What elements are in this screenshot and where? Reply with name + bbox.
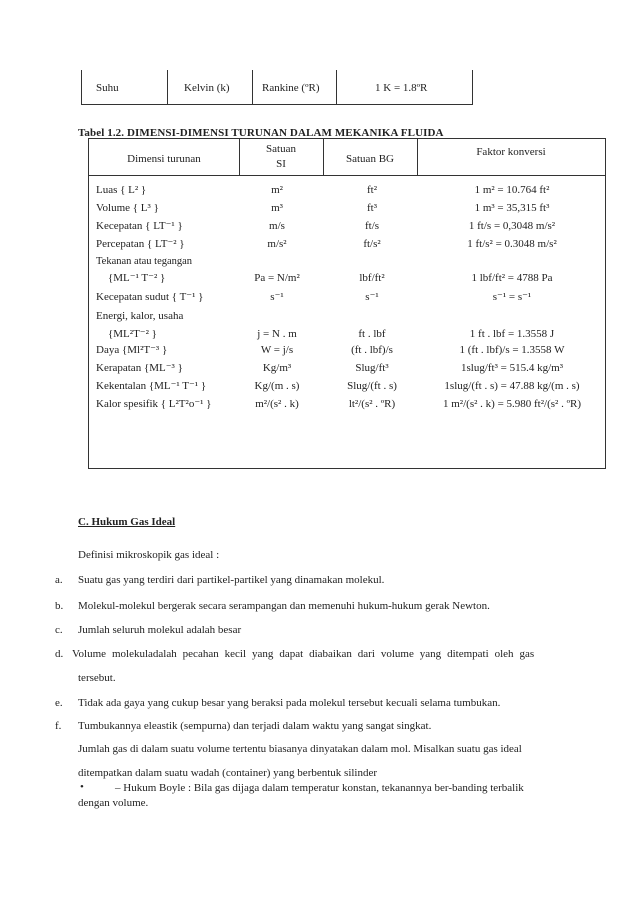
cell-dimensi: Kerapatan {ML⁻³ } [96,362,183,374]
cell-dimensi: Tekanan atau tegangan [96,256,193,267]
cell-dimensi: Kekentalan {ML⁻¹ T⁻¹ } [96,380,207,392]
table-title: Tabel 1.2. DIMENSI-DIMENSI TURUNAN DALAM MEKANIKA FLUIDA [78,127,444,139]
list-item: Tumbukannya eleastik (sempurna) dan terjadi dalam waktu yang sangat singkat. [78,720,432,732]
cell-faktor: 1 ft/s² = 0.3048 m/s² [467,238,557,250]
cell-bg: ft/s² [363,238,381,250]
col-divider [167,70,168,104]
cell-dimensi: Kalor spesifik { L²T²ᴏ⁻¹ } [96,398,212,410]
list-marker: c. [55,624,63,636]
cell-si: m/s [269,220,285,232]
cell-si: Kg/m³ [262,362,292,374]
cell-bg: lt²/(s² . ºR) [348,398,396,410]
header-faktor: Faktor konversi [476,146,546,158]
cell-si: j = N . m [257,328,297,340]
list-marker: b. [55,600,64,612]
list-marker: a. [55,574,63,586]
cell-si: m³ [271,202,283,214]
cell-faktor: s⁻¹ = s⁻¹ [492,291,532,303]
list-item: Tidak ada gaya yang cukup besar yang beraksi pada molekul tersebut kecuali selama tumbukan. [78,697,501,709]
cell-si: W = j/s [260,344,294,356]
cell-si: m² [271,184,283,196]
cell-faktor: 1 (ft . lbf)/s = 1.3558 W [459,344,565,356]
cell-faktor: 1 ft/s = 0,3048 m/s² [468,220,556,232]
list-item: Molekul-molekul bergerak secara serampangan dan memenuhi hukum-hukum gerak Newton. [78,600,490,612]
top-cell-conversion: 1 K = 1.8ºR [375,82,428,94]
header-dimensi: Dimensi turunan [127,153,201,165]
list-item: Suatu gas yang terdiri dari partikel-partikel yang dinamakan molekul. [78,574,385,586]
bullet-continuation: dengan volume. [78,797,149,809]
cell-dimensi: Percepatan { LT⁻² } [96,238,185,250]
cell-bg: (ft . lbf)/s [351,344,393,356]
list-marker: f. [55,720,62,732]
list-marker: e. [55,697,63,709]
top-cell-kelvin: Kelvin (k) [184,82,230,94]
cell-bg: s⁻¹ [365,291,379,303]
cell-bg: ft/s [364,220,380,232]
cell-dimensi: Energi, kalor, usaha [96,310,184,322]
section-heading: C. Hukum Gas Ideal [78,516,176,528]
cell-si: s⁻¹ [270,291,284,303]
cell-dimensi: Luas { L² } [96,184,147,196]
paragraph-line: ditempatkan dalam suatu wadah (container) yang berbentuk silinder [78,767,378,779]
col-divider [336,70,337,104]
top-cell-suhu: Suhu [96,82,119,94]
cell-faktor: 1 lbf/ft² = 4788 Pa [471,272,553,284]
cell-bg: ft . lbf [358,328,386,340]
paragraph-line: Jumlah gas di dalam suatu volume tertentu biasanya dinyatakan dalam mol. Misalkan suatu gas ideal [78,743,522,755]
cell-si: Kg/(m . s) [254,380,300,392]
list-item: Jumlah seluruh molekul adalah besar [78,624,242,636]
cell-dimensi: {ML²T⁻² } [108,328,157,340]
cell-bg: Slug/ft³ [355,362,389,374]
cell-bg: ft² [366,184,378,196]
cell-dimensi: {ML⁻¹ T⁻² } [108,272,166,284]
section-intro: Definisi mikroskopik gas ideal : [78,549,220,561]
cell-faktor: 1 m²/(s² . k) = 5.980 ft²/(s² . ºR) [443,398,581,410]
cell-si: Pa = N/m² [254,272,300,284]
cell-dimensi: Volume { L³ } [96,202,159,214]
col-divider [252,70,253,104]
header-divider [89,175,605,176]
cell-dimensi: Kecepatan sudut { T⁻¹ } [96,291,204,303]
cell-bg: ft³ [366,202,378,214]
cell-faktor: 1 m³ = 35,315 ft³ [474,202,550,214]
top-cell-rankine: Rankine (ºR) [262,82,320,94]
cell-faktor: 1slug/(ft . s) = 47.88 kg/(m . s) [444,380,580,392]
header-bg: Satuan BG [346,153,394,165]
list-marker: d. [55,648,64,660]
cell-si: m²/(s² . k) [255,398,299,410]
header-si-line1: Satuan [266,143,296,155]
bullet-icon: • [80,781,84,793]
list-item: tersebut. [78,672,116,684]
header-si-line2: SI [276,158,286,170]
cell-bg: Slug/(ft . s) [347,380,397,392]
cell-faktor: 1 m² = 10.764 ft² [474,184,550,196]
cell-si: m/s² [267,238,287,250]
cell-dimensi: Kecepatan { LT⁻¹ } [96,220,183,232]
list-item: Volume molekuladalah pecahan kecil yang dapat diabaikan dari volume yang ditempati oleh gas [72,648,535,660]
bullet-text: – Hukum Boyle : Bila gas dijaga dalam temperatur konstan, tekanannya ber-banding terbalik [115,782,524,794]
cell-dimensi: Daya {Ml²T⁻³ } [96,344,168,356]
cell-faktor: 1 ft . lbf = 1.3558 J [469,328,555,340]
cell-bg: lbf/ft² [359,272,385,284]
cell-faktor: 1slug/ft³ = 515.4 kg/m³ [460,362,564,374]
